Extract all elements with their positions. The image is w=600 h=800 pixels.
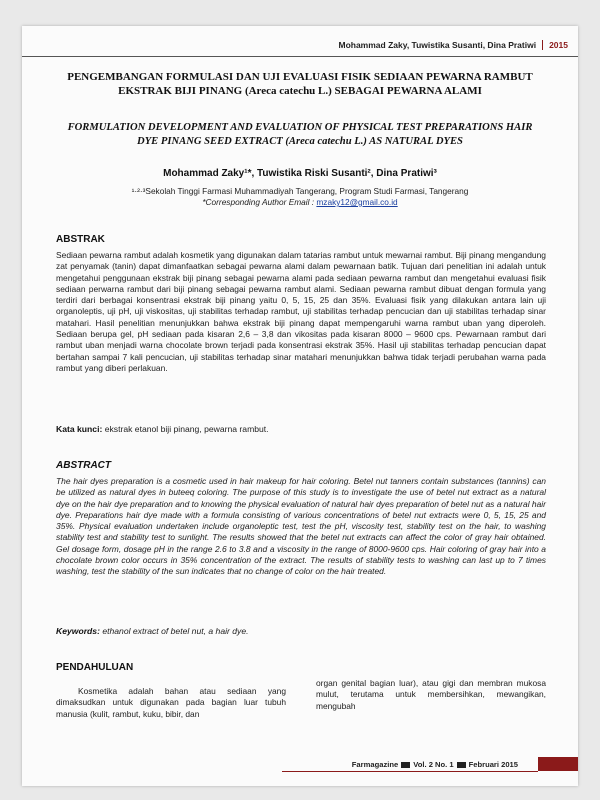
running-head-authors: Mohammad Zaky, Tuwistika Susanti, Dina Pratiwi — [338, 40, 537, 50]
affiliation-block — [42, 186, 558, 208]
footer-rule — [282, 771, 538, 772]
journal-page — [22, 26, 578, 786]
author-list: Mohammad Zaky¹*, Tuwistika Riski Susanti², Dina Pratiwi³ — [163, 168, 437, 179]
abstract-body: The hair dyes preparation is a cosmetic used in hair makeup for hair coloring. Betel nut tanners contain substances (tannins) can be utilized as natural dyes in buteeq coloring. The purpose of this study is to investigate the use of betel nut extract as a natural dye on the hair dye preparation and to knowing the physical evaluation of natural hair dyes preparation of betel nut as a natural hair dye. Preparations hair dye made with a formula consisting of various concentrations of betel nut extracts were 0, 5, 15, 25 and 35%. Physical evaluation undertaken include organoleptic test, test the pH, viscosity test, stability test on the hair, to washing stability test and stability test to sunlight. The results showed that the betel nut extracts can affect the color of gray hair obtained. Gel dosage form, dosage pH in the range 2.6 to 3.8 and a viscosity in the range of 8000-9600 cps. Hair coloring of gray hair into a chocolate brown color occurs in 35% concentration of the extract. The results of stability tests to washing can last up to 7 times washing, test the stability of the sun indicates that no change of color on the hair treated. — [56, 476, 546, 577]
abstract-keywords-label: Keywords: — [56, 626, 100, 636]
running-head-page: 2015 — [542, 40, 568, 50]
page-footer — [22, 757, 578, 771]
pendahuluan-col1: Kosmetika adalah bahan atau sediaan yang dimaksudkan untuk digunakan pada bagian luar tubuh manusia (kulit, rambut, kuku, bibir, dan — [56, 686, 286, 719]
corresponding-author — [42, 197, 558, 208]
title-english: FORMULATION DEVELOPMENT AND EVALUATION OF PHYSICAL TEST PREPARATIONS HAIR DYE PINANG SEED EXTRACT (Areca catechu L.) AS NATURAL DYES — [67, 122, 533, 147]
affiliation: ¹·²·³Sekolah Tinggi Farmasi Muhammadiyah Tangerang, Program Studi Farmasi, Tangerang — [131, 186, 469, 196]
abstrak-keywords — [56, 424, 546, 434]
abstrak-body: Sediaan pewarna rambut adalah kosmetik yang digunakan dalam tatarias rambut untuk mewarnai rambut. Biji pinang mengandung zat penyamak (tanin) dapat dimanfaatkan sebagai pewarna alami dalam pewarnaan batik. Tujuan dari penelitian ini adalah untuk mengetahui penggunaan ekstrak biji pinang sebagai pewarna alami pada sediaan pewarna rambut dan mengetahui evaluasi fisik sediaan perwarna rambut dari biji pinang sebagai pewarna rambut alami. Sediaan pewarna rambut dibuat dengan formula yang terdiri dari berbagai konsentrasi ekstrak biji pinang yaitu 0, 5, 15, 25 dan 35%. Evaluasi fisik yang dilakukan antara lain uji organoleptis, uji pH, uji viskositas, uji stabilitas terhadap rambut, uji stabilitas terhadap pencucian dan uji stabilitas terhadap sinar matahari. Hasil penelitian menunjukkan bahwa ekstrak biji pinang dapat mempengaruhi warna rambut uban yang diperoleh. Sediaan berupa gel, pH sediaan pada kisaran 2,6 – 3,8 dan vikositas pada kisaran 8000 – 9600 cps. Pewarnaan rambut dari rambut uban menjadi warna chocolate brown terjadi pada konsentrasi ekstrak 35%. Hasil uji stabilitas terhadap pencucian dapat bertahan sampai 7 kali pencucian, uji stabilitas terhadap sinar matahari menunjukkan bahwa tidak terjadi perubahan warna pada rambut yang diberi perlakuan. — [56, 250, 546, 373]
header-rule — [22, 56, 578, 57]
footer-journal: Farmagazine — [351, 760, 399, 769]
pendahuluan-heading: PENDAHULUAN — [56, 662, 134, 673]
abstrak-heading: ABSTRAK — [56, 234, 105, 245]
footer-volume: Vol. 2 No. 1 — [413, 760, 454, 769]
footer-square-icon — [401, 762, 410, 768]
pendahuluan-col2: organ genital bagian luar), atau gigi dan membran mukosa mulut, terutama untuk membersihkan, mewangikan, mengubah — [316, 678, 546, 711]
abstract-heading: ABSTRACT — [56, 460, 111, 471]
footer-accent-bar — [538, 757, 578, 771]
abstract-keywords — [56, 626, 546, 636]
footer-text — [352, 760, 518, 769]
abstrak-keywords-text: ekstrak etanol biji pinang, pewarna rambut. — [102, 424, 269, 434]
title-indonesian: PENGEMBANGAN FORMULASI DAN UJI EVALUASI FISIK SEDIAAN PEWARNA RAMBUT EKSTRAK BIJI PINANG (Areca catechu L.) SEBAGAI PEWARNA ALAMI — [67, 71, 533, 97]
footer-date: Februari 2015 — [468, 760, 518, 769]
footer-square-icon — [457, 762, 466, 768]
corresponding-label: *Corresponding Author Email : — [202, 197, 317, 207]
abstract-keywords-text: ethanol extract of betel nut, a hair dye. — [99, 626, 249, 636]
corresponding-email-link[interactable]: mzaky12@gmail.co.id — [316, 197, 398, 207]
running-head — [338, 40, 568, 50]
abstrak-keywords-label: Kata kunci: — [56, 424, 103, 434]
